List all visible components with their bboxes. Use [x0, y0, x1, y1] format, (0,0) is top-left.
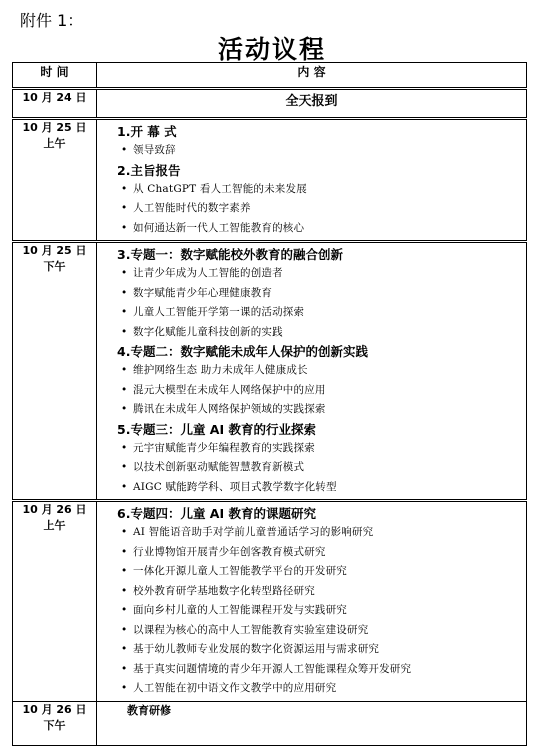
agenda-item	[97, 640, 526, 660]
agenda-item	[97, 478, 526, 498]
time-column-header: 时 间	[13, 63, 97, 89]
agenda-item-text: 校外教育研学基地数字化转型路径研究	[133, 584, 315, 597]
education-study-label: 教育研修	[97, 701, 527, 745]
section-title: 1.开 幕 式	[117, 124, 177, 139]
period-label: 下午	[43, 260, 66, 273]
bullet-icon: •	[121, 682, 128, 694]
bullet-icon: •	[121, 545, 128, 558]
bullet-icon: •	[121, 403, 128, 415]
section-title: 4.专题二：数字赋能未成年人保护的创新实践	[117, 344, 368, 359]
agenda-item-text: 人工智能时代的数字素养	[133, 202, 251, 214]
bullet-icon: •	[121, 182, 128, 195]
bullet-icon: •	[121, 144, 128, 156]
period-label: 上午	[43, 519, 66, 532]
bullet-icon: •	[121, 643, 128, 655]
bullet-icon: •	[121, 325, 128, 338]
section-title: 3.专题一：数字赋能校外教育的融合创新	[117, 247, 343, 262]
bullet-icon: •	[121, 584, 128, 597]
agenda-item	[97, 180, 526, 200]
agenda-item	[97, 219, 526, 239]
agenda-item-text: 面向乡村儿童的人工智能课程开发与实践研究	[133, 604, 347, 616]
bullet-icon: •	[121, 286, 128, 299]
agenda-item-text: 从 ChatGPT 看人工智能的未来发展	[133, 182, 307, 195]
date-label: 10 月 26 日	[22, 702, 87, 716]
date-label: 10 月 24 日	[22, 91, 87, 104]
agenda-item	[97, 660, 526, 680]
agenda-item	[97, 199, 526, 219]
bullet-icon: •	[121, 221, 128, 234]
time-cell	[13, 242, 97, 501]
agenda-item	[97, 679, 526, 699]
agenda-item	[97, 458, 526, 478]
agenda-item-text: 腾讯在未成年人网络保护领域的实践探索	[133, 403, 326, 415]
time-cell	[13, 89, 97, 119]
section-title: 6.专题四：儿童 AI 教育的课题研究	[117, 506, 316, 521]
agenda-item	[97, 361, 526, 381]
content-column-header: 内 容	[97, 63, 527, 89]
section-title: 2.主旨报告	[117, 162, 181, 178]
agenda-item-text: 行业博物馆开展青少年创客教育模式研究	[133, 545, 326, 558]
agenda-item-text: 元宇宙赋能青少年编程教育的实践探索	[133, 441, 315, 454]
agenda-item	[97, 264, 526, 284]
time-cell	[13, 501, 97, 702]
agenda-item-text: 一体化开源儿童人工智能教学平台的开发研究	[133, 565, 347, 577]
date-label: 10 月 25 日	[22, 121, 87, 134]
agenda-item-text: 让青少年成为人工智能的创造者	[133, 267, 283, 279]
agenda-item	[97, 582, 526, 602]
document-title: 活动议程	[217, 35, 326, 64]
agenda-item-text: 以课程为核心的高中人工智能教育实验室建设研究	[133, 623, 369, 636]
time-cell	[13, 701, 97, 745]
period-label: 下午	[43, 718, 66, 732]
agenda-item-text: 以技术创新驱动赋能智慧教育新模式	[133, 461, 305, 473]
agenda-table	[12, 62, 527, 746]
bullet-icon: •	[121, 604, 128, 616]
full-day-registration: 全天报到	[97, 89, 527, 119]
agenda-item	[97, 400, 526, 420]
agenda-item	[97, 323, 526, 343]
time-cell	[13, 119, 97, 242]
bullet-icon: •	[121, 662, 128, 675]
agenda-item-text: 基于真实问题情境的青少年开源人工智能课程众筹开发研究	[133, 662, 412, 675]
bullet-icon: •	[121, 306, 128, 318]
bullet-icon: •	[121, 441, 128, 454]
bullet-icon: •	[121, 565, 128, 577]
agenda-item-text: AIGC 赋能跨学科、项目式教学数字化转型	[133, 480, 337, 493]
agenda-item	[97, 303, 526, 323]
date-label: 10 月 25 日	[22, 244, 87, 257]
bullet-icon: •	[121, 526, 128, 538]
agenda-item	[97, 543, 526, 563]
agenda-item-text: 混元大模型在未成年人网络保护中的应用	[133, 383, 326, 396]
bullet-icon: •	[121, 480, 128, 493]
agenda-item-text: 儿童人工智能开学第一课的活动探索	[133, 306, 305, 318]
agenda-item	[97, 601, 526, 621]
agenda-item	[97, 562, 526, 582]
period-label: 上午	[43, 137, 66, 150]
section-title: 5.专题三：儿童 AI 教育的行业探索	[117, 421, 316, 437]
agenda-item-text: 人工智能在初中语文作文教学中的应用研究	[133, 682, 337, 694]
agenda-item-text: 如何通达新一代人工智能教育的核心	[133, 221, 305, 234]
agenda-item-text: AI 智能语音助手对学前儿童普通话学习的影响研究	[133, 526, 374, 538]
agenda-item	[97, 381, 526, 401]
agenda-item	[97, 621, 526, 641]
agenda-item-text: 数字化赋能儿童科技创新的实践	[133, 325, 283, 338]
agenda-item-text: 基于幼儿教师专业发展的数字化资源运用与需求研究	[133, 643, 380, 655]
content-cell	[97, 242, 527, 501]
bullet-icon: •	[121, 202, 128, 214]
agenda-item-text: 数字赋能青少年心理健康教育	[133, 286, 273, 299]
agenda-item	[97, 439, 526, 459]
bullet-icon: •	[121, 383, 128, 396]
agenda-item	[97, 284, 526, 304]
bullet-icon: •	[121, 623, 128, 636]
date-label: 10 月 26 日	[22, 503, 87, 516]
bullet-icon: •	[121, 364, 128, 376]
agenda-item-text: 领导致辞	[133, 144, 176, 156]
content-cell	[97, 119, 527, 242]
agenda-item	[97, 141, 526, 161]
content-cell	[97, 501, 527, 702]
agenda-item-text: 维护网络生态 助力未成年人健康成长	[133, 364, 308, 376]
bullet-icon: •	[121, 461, 128, 473]
attachment-label: 附件 1：	[20, 11, 84, 30]
agenda-item	[97, 523, 526, 543]
bullet-icon: •	[121, 267, 128, 279]
